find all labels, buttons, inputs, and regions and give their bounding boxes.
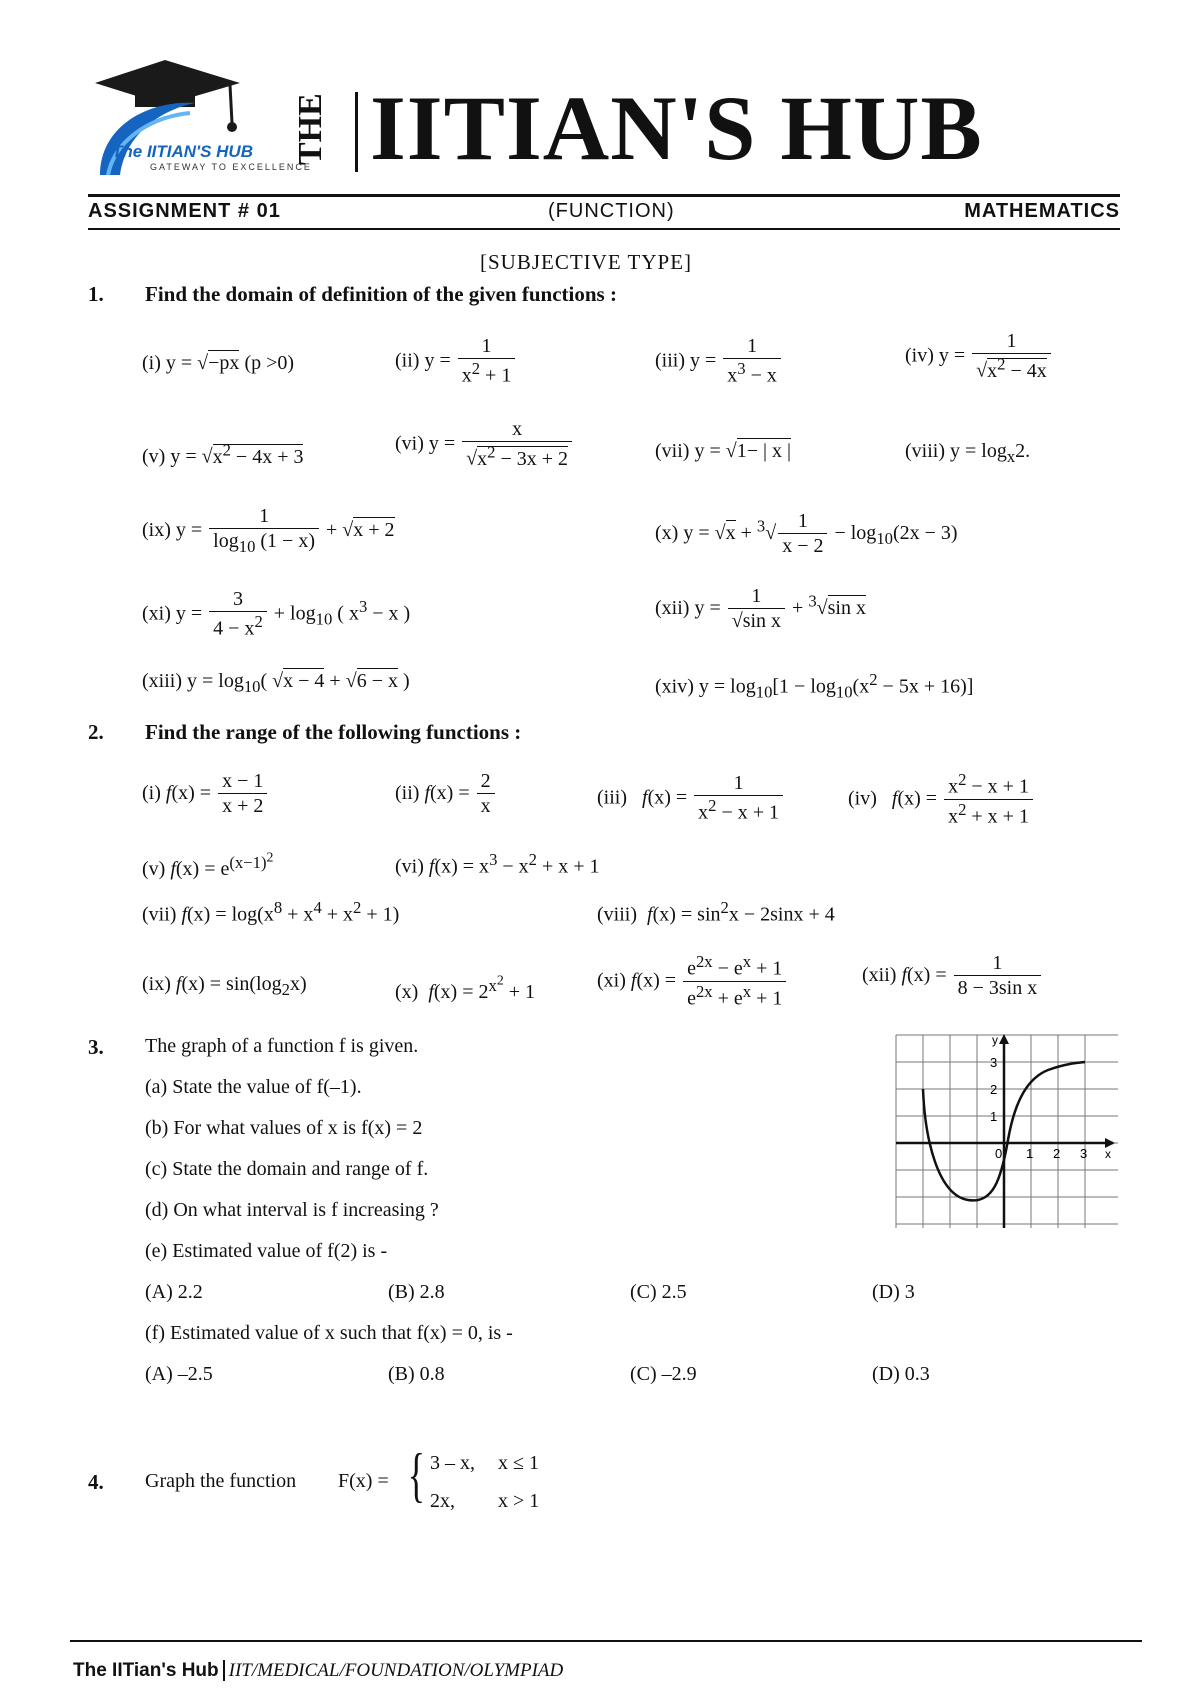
header-rule-bottom xyxy=(88,228,1120,230)
q2-item-xii: (xii) f(x) = $\frac{1}{\text{8 − 3sin x}}$ xyxy=(862,952,1043,1001)
q1-item-xi: (xi) y = $\frac{3}{4 - x^2}$ + $\log_{10}$ ( $x^3 - x$ ) xyxy=(142,588,411,640)
q2-item-iv: (iv) f(x) = $\frac{x^2 - x + 1}{x^2 + x + 1}$ xyxy=(848,770,1035,829)
q3-part-e: (e) Estimated value of f(2) is - xyxy=(145,1240,388,1262)
q3-part-b: (b) For what values of x is f(x) = 2 xyxy=(145,1117,423,1139)
q3-f-option-c: (C) –2.9 xyxy=(630,1363,697,1385)
q4-number: 4. xyxy=(88,1470,104,1494)
footer-tagline: IIT/MEDICAL/FOUNDATION/OLYMPIAD xyxy=(228,1660,564,1681)
graph-y-tick-2: 2 xyxy=(990,1082,998,1097)
q1-item-v: (v) $y = √x^2 - 4x + 3$ xyxy=(142,440,304,468)
brand-name: IITIAN'S HUB xyxy=(370,77,983,179)
q2-text: Find the range of the following functions : xyxy=(145,720,522,744)
q2-item-viii: (viii) $f(x) = \sin^2x - 2\sin x + 4$ xyxy=(597,898,835,926)
q1-item-vi: (vi) y = $\frac{x}{√x^2 - 3x + 2}$ xyxy=(395,418,574,472)
q3-f-option-b: (B) 0.8 xyxy=(388,1363,445,1385)
q2-item-x: (x) $f(x) = 2^{x^2} + 1$ xyxy=(395,973,536,1004)
q3-part-d: (d) On what interval is f increasing ? xyxy=(145,1199,439,1221)
q3-e-option-c: (C) 2.5 xyxy=(630,1281,687,1303)
q3-part-c: (c) State the domain and range of f. xyxy=(145,1158,429,1180)
q1-text: Find the domain of definition of the given functions : xyxy=(145,282,617,306)
q2-item-ix: (ix) $f(x) = \sin(\log_2x)$ xyxy=(142,973,307,999)
graph-x-tick-3: 3 xyxy=(1080,1146,1088,1161)
q4-case2-expr: 2x, xyxy=(430,1490,455,1512)
graph-y-tick-1: 1 xyxy=(990,1109,998,1124)
q2-item-vi: (vi) $f(x) = x^3 - x^2 + x + 1$ xyxy=(395,850,600,878)
graph-y-label: y xyxy=(992,1033,998,1047)
q2-item-v: (v) $f(x) = e^{(x-1)^2}$ xyxy=(142,850,274,881)
q3-text: The graph of a function f is given. xyxy=(145,1035,419,1057)
assignment-number: ASSIGNMENT # 01 xyxy=(88,200,281,222)
assignment-subject: MATHEMATICS xyxy=(964,200,1120,222)
q4-brace: { xyxy=(407,1442,426,1508)
q2-item-ii: (ii) f(x) = $\frac{2}{x}$ xyxy=(395,770,497,819)
q4-lhs: F(x) = xyxy=(338,1470,389,1492)
q3-part-a: (a) State the value of f(–1). xyxy=(145,1076,362,1098)
q1-item-i: (i) y = √−px (p >0) xyxy=(142,352,295,374)
q1-item-xiii: (xiii) $y = \log_{10}$( √x − 4 + √6 − x ) xyxy=(142,670,410,696)
q4-case2-cond: x > 1 xyxy=(498,1490,540,1512)
brand-divider xyxy=(355,92,358,172)
q2-item-xi: (xi) f(x) = $\frac{e^{2x} - e^x + 1}{e^{2x} + e^x + 1}$ xyxy=(597,952,788,1011)
q3-e-option-b: (B) 2.8 xyxy=(388,1281,445,1303)
q4-text: Graph the function xyxy=(145,1470,297,1492)
graph-x-tick-1: 1 xyxy=(1026,1146,1034,1161)
q2-item-iii: (iii) f(x) = $\frac{1}{x^2 - x + 1}$ xyxy=(597,772,785,826)
q1-item-iv: (iv) y = $\frac{1}{√x^2 - 4x}$ xyxy=(905,330,1053,384)
footer xyxy=(73,1660,563,1682)
q3-function-graph xyxy=(893,1030,1123,1230)
q3-number: 3. xyxy=(88,1035,104,1059)
q3-part-f: (f) Estimated value of x such that f(x) = 0, is - xyxy=(145,1322,513,1344)
q1-item-x: (x) y = √x + $^3$√ $\frac{1}{x - 2}$ − $\log_{10}(2x - 3)$ xyxy=(655,510,958,557)
graph-x-tick-2: 2 xyxy=(1053,1146,1061,1161)
q1-item-viii: (viii) $y = \log_x2$. xyxy=(905,440,1031,466)
graph-x-label: x xyxy=(1105,1147,1111,1161)
q3-e-option-d: (D) 3 xyxy=(872,1281,915,1303)
q1-item-iii: (iii) y = $\frac{1}{x^3 - x}$ xyxy=(655,335,783,389)
footer-brand: The IITian's Hub xyxy=(73,1660,219,1681)
assignment-topic: (FUNCTION) xyxy=(548,200,675,222)
section-type: [SUBJECTIVE TYPE] xyxy=(480,250,693,274)
q4-case1-expr: 3 – x, xyxy=(430,1452,475,1474)
q3-e-option-a: (A) 2.2 xyxy=(145,1281,203,1303)
graph-x-tick-0: 0 xyxy=(995,1146,1003,1161)
q2-item-i: (i) f(x) = $\frac{x - 1}{x + 2}$ xyxy=(142,770,269,819)
footer-rule xyxy=(70,1640,1142,1642)
q1-number: 1. xyxy=(88,282,104,306)
graph-y-tick-3: 3 xyxy=(990,1055,998,1070)
q2-item-vii: (vii) $f(x) = \log(x^8 + x^4 + x^2 + 1)$ xyxy=(142,898,400,926)
logo-text: The IITIAN'S HUB xyxy=(112,142,253,161)
assignment-header xyxy=(88,200,1120,230)
q1-item-vii: (vii) y = √1− | x | xyxy=(655,440,791,462)
q3-f-option-a: (A) –2.5 xyxy=(145,1363,213,1385)
logo-tagline: GATEWAY TO EXCELLENCE xyxy=(150,162,312,172)
q1-item-ii: (ii) y = $\frac{1}{x^2 + 1}$ xyxy=(395,335,517,389)
q3-f-option-d: (D) 0.3 xyxy=(872,1363,930,1385)
q4-case1-cond: x ≤ 1 xyxy=(498,1452,539,1474)
q2-number: 2. xyxy=(88,720,104,744)
brand-the: THE xyxy=(292,93,329,165)
q1-item-xii: (xii) y = $\frac{1}{\text{√sin x}}$ + $^3$√sin x xyxy=(655,585,866,632)
q1-item-ix: (ix) y = $\frac{1}{\log_{10} (1 - x)}$ + √x + 2 xyxy=(142,505,395,556)
q1-item-xiv: (xiv) $y = \log_{10}[1 - \log_{10}(x^2 - 5x + 16)]$ xyxy=(655,670,974,702)
header-rule-top xyxy=(88,194,1120,197)
